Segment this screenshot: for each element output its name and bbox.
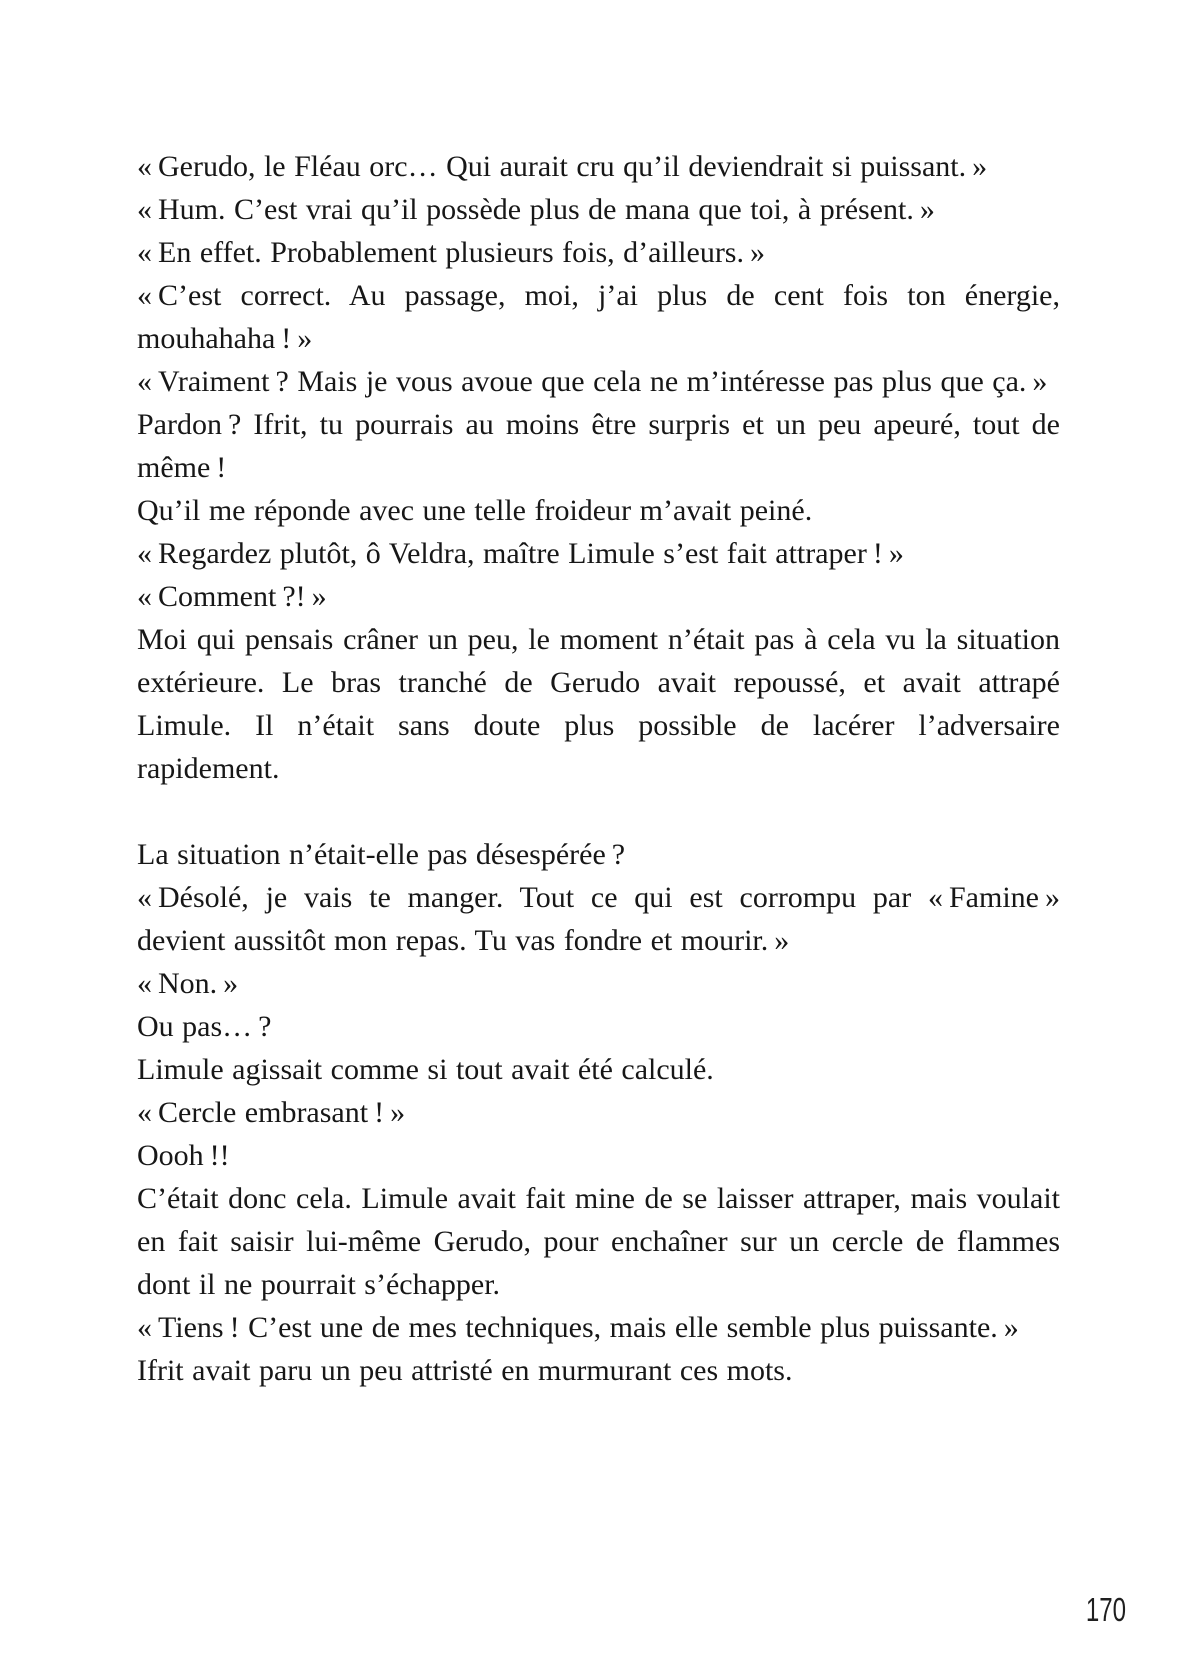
paragraph-block — [137, 145, 1060, 790]
paragraph: C’était donc cela. Limule avait fait mine de se laisser attraper, mais voulait en fait saisir lui-même Gerudo, pour enchaîner sur un cercle de flammes dont il ne pourrait s’échapper. — [137, 1182, 1060, 1301]
paragraph: Moi qui pensais crâner un peu, le moment n’était pas à cela vu la situation extérieure. Le bras tranché de Gerudo avait repoussé, et avait attrapé Limule. Il n’était sans doute plus possible de lacérer l’adversaire rapidement. — [137, 623, 1060, 785]
page-text — [137, 145, 1060, 1392]
paragraph: « Non. » — [137, 967, 239, 1000]
paragraph: Limule agissait comme si tout avait été calculé. — [137, 1053, 714, 1086]
paragraph: « Cercle embrasant ! » — [137, 1096, 406, 1129]
paragraph: « Comment ?! » — [137, 580, 327, 613]
paragraph: « Hum. C’est vrai qu’il possède plus de mana que toi, à présent. » — [137, 193, 935, 226]
paragraph: « Regardez plutôt, ô Veldra, maître Limule s’est fait attraper ! » — [137, 537, 904, 570]
page-number: 170 — [1085, 1591, 1126, 1628]
paragraph: Ou pas… ? — [137, 1010, 272, 1043]
paragraph: « Vraiment ? Mais je vous avoue que cela ne m’intéresse pas plus que ça. » — [137, 365, 1048, 398]
paragraph: « Désolé, je vais te manger. Tout ce qui est corrompu par « Famine » devient aussitôt mon repas. Tu vas fondre et mourir. » — [137, 881, 1060, 957]
paragraph: Qu’il me réponde avec une telle froideur m’avait peiné. — [137, 494, 813, 527]
paragraph: Pardon ? Ifrit, tu pourrais au moins être surpris et un peu apeuré, tout de même ! — [137, 408, 1060, 484]
paragraph: La situation n’était-elle pas désespérée ? — [137, 838, 626, 871]
paragraph: Ifrit avait paru un peu attristé en murmurant ces mots. — [137, 1354, 793, 1387]
paragraph: « Gerudo, le Fléau orc… Qui aurait cru qu’il deviendrait si puissant. » — [137, 150, 988, 183]
paragraph-block — [137, 833, 1060, 1392]
paragraph: « En effet. Probablement plusieurs fois, d’ailleurs. » — [137, 236, 765, 269]
paragraph: « Tiens ! C’est une de mes techniques, mais elle semble plus puissante. » — [137, 1311, 1019, 1344]
paragraph: Oooh !! — [137, 1139, 230, 1172]
paragraph: « C’est correct. Au passage, moi, j’ai plus de cent fois ton énergie, mouhahaha ! » — [137, 279, 1060, 355]
